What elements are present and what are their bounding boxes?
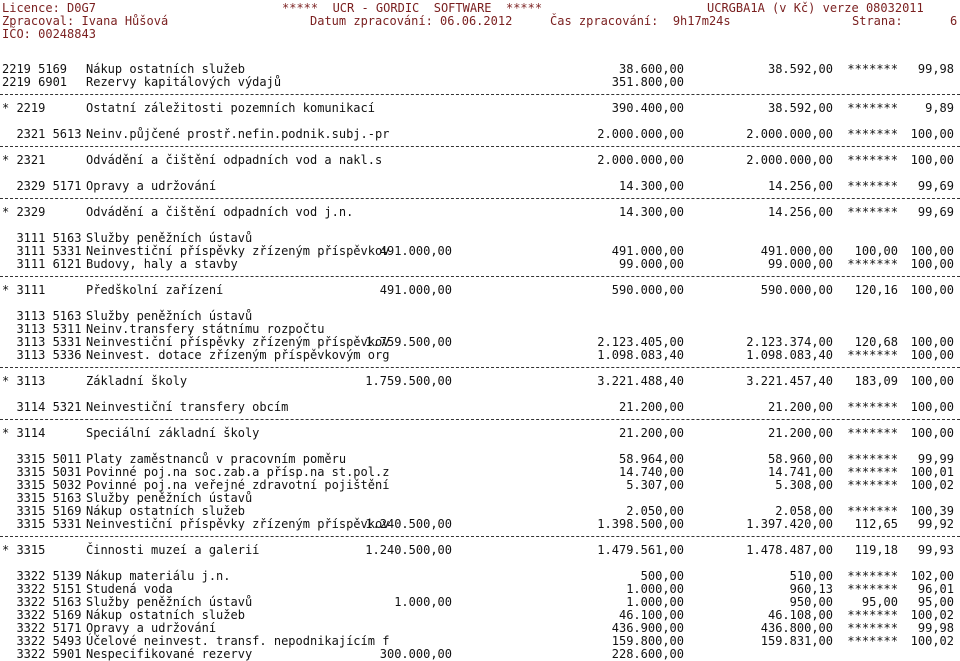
percent-original: 120,68 xyxy=(854,335,898,349)
percent-original: ******* xyxy=(847,127,898,141)
budget-adjusted: 21.200,00 xyxy=(618,400,684,414)
actual-amount: 960,13 xyxy=(789,582,833,596)
row-code: 3113 5331 xyxy=(2,335,82,349)
subtotal-row xyxy=(0,283,960,296)
row-description: Odvádění a čištění odpadních vod a nakl.s xyxy=(86,153,383,167)
percent-adjusted: 100,00 xyxy=(910,127,954,141)
page-label: Strana: xyxy=(852,14,903,28)
row-description: Speciální základní školy xyxy=(86,426,260,440)
percent-original: ******* xyxy=(847,257,898,271)
budget-adjusted: 491.000,00 xyxy=(611,244,684,258)
row-code: * 3315 xyxy=(2,543,46,557)
budget-original: 1.240.500,00 xyxy=(365,543,452,557)
processing-date: Datum zpracování: 06.06.2012 xyxy=(310,14,513,28)
percent-original: ******* xyxy=(847,101,898,115)
row-description: Rezervy kapitálových výdajů xyxy=(86,75,282,89)
row-spacer xyxy=(0,218,960,231)
dashed-separator xyxy=(0,270,960,283)
percent-adjusted: 100,00 xyxy=(910,426,954,440)
table-row xyxy=(0,335,960,348)
table-row xyxy=(0,569,960,582)
row-spacer xyxy=(0,439,960,452)
percent-original: ******* xyxy=(847,400,898,414)
percent-original: ******* xyxy=(847,621,898,635)
budget-adjusted: 38.600,00 xyxy=(618,62,684,76)
row-spacer xyxy=(0,556,960,569)
percent-original: ******* xyxy=(847,62,898,76)
percent-original: ******* xyxy=(847,582,898,596)
dashed-separator xyxy=(0,88,960,101)
table-row xyxy=(0,582,960,595)
percent-original: ******* xyxy=(847,608,898,622)
percent-adjusted: 100,00 xyxy=(910,283,954,297)
budget-adjusted: 2.000.000,00 xyxy=(597,127,684,141)
percent-original: ******* xyxy=(847,478,898,492)
subtotal-row xyxy=(0,101,960,114)
budget-adjusted: 1.398.500,00 xyxy=(597,517,684,531)
row-description: Opravy a udržování xyxy=(86,179,217,193)
row-code: 3322 5151 xyxy=(2,582,82,596)
actual-amount: 491.000,00 xyxy=(760,244,833,258)
row-code: 2321 5613 xyxy=(2,127,82,141)
row-description: Nákup ostatních služeb xyxy=(86,62,245,76)
row-description: Odvádění a čištění odpadních vod j.n. xyxy=(86,205,354,219)
table-row xyxy=(0,517,960,530)
row-description: Služby peněžních ústavů xyxy=(86,309,253,323)
actual-amount: 38.592,00 xyxy=(767,101,833,115)
percent-original: ******* xyxy=(847,348,898,362)
actual-amount: 38.592,00 xyxy=(767,62,833,76)
budget-adjusted: 500,00 xyxy=(640,569,684,583)
percent-adjusted: 96,01 xyxy=(917,582,954,596)
dashed-separator xyxy=(0,140,960,153)
row-code: 3322 5493 xyxy=(2,634,82,648)
row-code: 2329 5171 xyxy=(2,179,82,193)
row-code: 3322 5171 xyxy=(2,621,82,635)
row-description: Studená voda xyxy=(86,582,173,596)
table-row xyxy=(0,179,960,192)
table-row xyxy=(0,127,960,140)
row-code: 3113 5311 xyxy=(2,322,82,336)
row-description: Nákup materiálu j.n. xyxy=(86,569,231,583)
actual-amount: 5.308,00 xyxy=(775,478,833,492)
row-code: 3315 5331 xyxy=(2,517,82,531)
percent-adjusted: 99,69 xyxy=(917,179,954,193)
table-row xyxy=(0,452,960,465)
percent-original: ******* xyxy=(847,634,898,648)
subtotal-row xyxy=(0,374,960,387)
table-row xyxy=(0,504,960,517)
percent-adjusted: 100,02 xyxy=(910,608,954,622)
actual-amount: 14.741,00 xyxy=(767,465,833,479)
budget-adjusted: 1.098.083,40 xyxy=(597,348,684,362)
percent-original: 183,09 xyxy=(854,374,898,388)
row-code: 3114 5321 xyxy=(2,400,82,414)
row-description: Neinvestiční transfery obcím xyxy=(86,400,289,414)
percent-adjusted: 102,00 xyxy=(910,569,954,583)
budget-original: 1.759.500,00 xyxy=(365,374,452,388)
actual-amount: 436.800,00 xyxy=(760,621,833,635)
dashed-separator xyxy=(0,413,960,426)
table-row xyxy=(0,491,960,504)
row-description: Ostatní záležitosti pozemních komunikací xyxy=(86,101,375,115)
row-description: Předškolní zařízení xyxy=(86,283,224,297)
percent-adjusted: 99,99 xyxy=(917,452,954,466)
row-code: 3322 5901 xyxy=(2,647,82,661)
subtotal-row xyxy=(0,426,960,439)
row-description: Nákup ostatních služeb xyxy=(86,608,245,622)
row-description: Účelové neinvest. transf. nepodnikajícím f xyxy=(86,634,390,648)
percent-original: 95,00 xyxy=(861,595,898,609)
budget-adjusted: 14.300,00 xyxy=(618,205,684,219)
table-row xyxy=(0,257,960,270)
actual-amount: 2.000.000,00 xyxy=(746,127,833,141)
budget-adjusted: 5.307,00 xyxy=(626,478,684,492)
row-description: Neinv.transfery státnímu rozpočtu xyxy=(86,322,325,336)
budget-adjusted: 2.123.405,00 xyxy=(597,335,684,349)
percent-adjusted: 100,00 xyxy=(910,153,954,167)
table-row xyxy=(0,400,960,413)
budget-original: 491.000,00 xyxy=(379,244,452,258)
dashed-separator xyxy=(0,361,960,374)
budget-adjusted: 1.479.561,00 xyxy=(597,543,684,557)
row-code: 3322 5139 xyxy=(2,569,82,583)
row-code: 3111 5163 xyxy=(2,231,82,245)
row-description: Neinvestiční příspěvky zřízeným příspěvkov xyxy=(86,335,390,349)
table-row xyxy=(0,75,960,88)
actual-amount: 21.200,00 xyxy=(767,426,833,440)
table-row xyxy=(0,608,960,621)
percent-adjusted: 100,39 xyxy=(910,504,954,518)
row-description: Povinné poj.na soc.zab.a přísp.na st.pol.z xyxy=(86,465,390,479)
row-code: 3315 5169 xyxy=(2,504,82,518)
percent-original: ******* xyxy=(847,504,898,518)
row-code: 3113 5163 xyxy=(2,309,82,323)
row-code: 2219 5169 xyxy=(2,62,68,76)
row-code: * 3114 xyxy=(2,426,46,440)
percent-adjusted: 9,89 xyxy=(925,101,954,115)
percent-adjusted: 100,00 xyxy=(910,335,954,349)
row-spacer xyxy=(0,296,960,309)
table-row xyxy=(0,634,960,647)
percent-original: ******* xyxy=(847,179,898,193)
budget-adjusted: 159.800,00 xyxy=(611,634,684,648)
subtotal-row xyxy=(0,153,960,166)
row-spacer xyxy=(0,166,960,179)
percent-original: 119,18 xyxy=(854,543,898,557)
table-row xyxy=(0,322,960,335)
budget-adjusted: 21.200,00 xyxy=(618,426,684,440)
row-code: 3315 5032 xyxy=(2,478,82,492)
budget-original: 491.000,00 xyxy=(379,283,452,297)
budget-adjusted: 590.000,00 xyxy=(611,283,684,297)
budget-adjusted: 3.221.488,40 xyxy=(597,374,684,388)
row-code: * 2219 xyxy=(2,101,46,115)
row-code: * 2329 xyxy=(2,205,46,219)
row-description: Služby peněžních ústavů xyxy=(86,231,253,245)
row-code: 3315 5031 xyxy=(2,465,82,479)
percent-adjusted: 100,00 xyxy=(910,374,954,388)
row-code: 3113 5336 xyxy=(2,348,82,362)
actual-amount: 1.098.083,40 xyxy=(746,348,833,362)
actual-amount: 2.000.000,00 xyxy=(746,153,833,167)
actual-amount: 510,00 xyxy=(789,569,833,583)
row-description: Neinvestiční příspěvky zřízeným příspěvkov xyxy=(86,517,390,531)
row-description: Platy zaměstnanců v pracovním poměru xyxy=(86,452,347,466)
dashed-separator xyxy=(0,192,960,205)
percent-adjusted: 99,69 xyxy=(917,205,954,219)
row-code: 3315 5163 xyxy=(2,491,82,505)
percent-adjusted: 100,00 xyxy=(910,400,954,414)
report-body xyxy=(0,62,960,660)
percent-original: ******* xyxy=(847,205,898,219)
percent-adjusted: 99,93 xyxy=(917,543,954,557)
dashed-separator xyxy=(0,530,960,543)
row-code: * 2321 xyxy=(2,153,46,167)
budget-adjusted: 14.300,00 xyxy=(618,179,684,193)
row-description: Činnosti muzeí a galerií xyxy=(86,543,260,557)
row-description: Povinné poj.na veřejné zdravotní pojištění xyxy=(86,478,390,492)
row-description: Opravy a udržování xyxy=(86,621,217,635)
budget-adjusted: 436.900,00 xyxy=(611,621,684,635)
row-description: Neinvest. dotace zřízeným příspěvkovým org xyxy=(86,348,390,362)
percent-original: 100,00 xyxy=(854,244,898,258)
page-number: 6 xyxy=(950,14,958,28)
row-description: Služby peněžních ústavů xyxy=(86,491,253,505)
subtotal-row xyxy=(0,543,960,556)
actual-amount: 159.831,00 xyxy=(760,634,833,648)
row-code: 2219 6901 xyxy=(2,75,68,89)
row-description: Neinv.půjčené prostř.nefin.podnik.subj.-pr xyxy=(86,127,390,141)
budget-original: 1.759.500,00 xyxy=(365,335,452,349)
budget-adjusted: 99.000,00 xyxy=(618,257,684,271)
ico-text: IČO: 00248843 xyxy=(2,27,96,41)
budget-adjusted: 390.400,00 xyxy=(611,101,684,115)
subtotal-row xyxy=(0,205,960,218)
row-code: 3315 5011 xyxy=(2,452,82,466)
budget-adjusted: 228.600,00 xyxy=(611,647,684,661)
actual-amount: 1.478.487,00 xyxy=(746,543,833,557)
percent-original: ******* xyxy=(847,465,898,479)
percent-adjusted: 99,92 xyxy=(917,517,954,531)
budget-original: 300.000,00 xyxy=(379,647,452,661)
budget-adjusted: 14.740,00 xyxy=(618,465,684,479)
table-row xyxy=(0,231,960,244)
table-row xyxy=(0,348,960,361)
percent-adjusted: 100,00 xyxy=(910,257,954,271)
actual-amount: 21.200,00 xyxy=(767,400,833,414)
actual-amount: 1.397.420,00 xyxy=(746,517,833,531)
table-row xyxy=(0,478,960,491)
actual-amount: 2.123.374,00 xyxy=(746,335,833,349)
actual-amount: 950,00 xyxy=(789,595,833,609)
row-code: * 3111 xyxy=(2,283,46,297)
percent-adjusted: 100,00 xyxy=(910,348,954,362)
row-description: Budovy, haly a stavby xyxy=(86,257,238,271)
budget-original: 1.000,00 xyxy=(394,595,452,609)
percent-original: 112,65 xyxy=(854,517,898,531)
actual-amount: 58.960,00 xyxy=(767,452,833,466)
row-code: 3322 5163 xyxy=(2,595,82,609)
actual-amount: 2.058,00 xyxy=(775,504,833,518)
row-code: * 3113 xyxy=(2,374,46,388)
budget-adjusted: 46.100,00 xyxy=(618,608,684,622)
table-row xyxy=(0,595,960,608)
actual-amount: 14.256,00 xyxy=(767,205,833,219)
budget-adjusted: 2.000.000,00 xyxy=(597,153,684,167)
percent-adjusted: 95,00 xyxy=(917,595,954,609)
table-row xyxy=(0,621,960,634)
table-row xyxy=(0,465,960,478)
percent-adjusted: 100,02 xyxy=(910,634,954,648)
table-row xyxy=(0,62,960,75)
budget-adjusted: 58.964,00 xyxy=(618,452,684,466)
budget-adjusted: 2.050,00 xyxy=(626,504,684,518)
row-description: Neinvestiční příspěvky zřízeným příspěvkov xyxy=(86,244,390,258)
row-description: Služby peněžních ústavů xyxy=(86,595,253,609)
row-description: Nákup ostatních služeb xyxy=(86,504,245,518)
software-banner: ***** UCR - GORDIC SOFTWARE ***** xyxy=(282,1,543,15)
actual-amount: 99.000,00 xyxy=(767,257,833,271)
row-code: 3111 6121 xyxy=(2,257,82,271)
percent-original: ******* xyxy=(847,153,898,167)
actual-amount: 3.221.457,40 xyxy=(746,374,833,388)
row-code: 3111 5331 xyxy=(2,244,82,258)
percent-original: 120,16 xyxy=(854,283,898,297)
row-spacer xyxy=(0,387,960,400)
licence-text: Licence: D0G7 xyxy=(2,1,96,15)
row-code: 3322 5169 xyxy=(2,608,82,622)
percent-adjusted: 100,00 xyxy=(910,244,954,258)
processing-time: Čas zpracování: 9h17m24s xyxy=(550,14,731,28)
processed-by: Zpracoval: Ivana Hůšová xyxy=(2,14,169,28)
table-row xyxy=(0,647,960,660)
actual-amount: 14.256,00 xyxy=(767,179,833,193)
table-row xyxy=(0,244,960,257)
percent-original: ******* xyxy=(847,426,898,440)
budget-original: 1.240.500,00 xyxy=(365,517,452,531)
percent-adjusted: 100,01 xyxy=(910,465,954,479)
budget-adjusted: 1.000,00 xyxy=(626,595,684,609)
percent-adjusted: 99,98 xyxy=(917,621,954,635)
percent-adjusted: 99,98 xyxy=(917,62,954,76)
actual-amount: 46.108,00 xyxy=(767,608,833,622)
percent-original: ******* xyxy=(847,569,898,583)
percent-original: ******* xyxy=(847,452,898,466)
report-id: UCRGBA1A (v Kč) verze 08032011 xyxy=(707,1,924,15)
row-description: Nespecifikované rezervy xyxy=(86,647,253,661)
row-description: Základní školy xyxy=(86,374,188,388)
row-spacer xyxy=(0,114,960,127)
budget-adjusted: 1.000,00 xyxy=(626,582,684,596)
table-row xyxy=(0,309,960,322)
budget-adjusted: 351.800,00 xyxy=(611,75,684,89)
report-header xyxy=(0,0,960,40)
actual-amount: 590.000,00 xyxy=(760,283,833,297)
percent-adjusted: 100,02 xyxy=(910,478,954,492)
